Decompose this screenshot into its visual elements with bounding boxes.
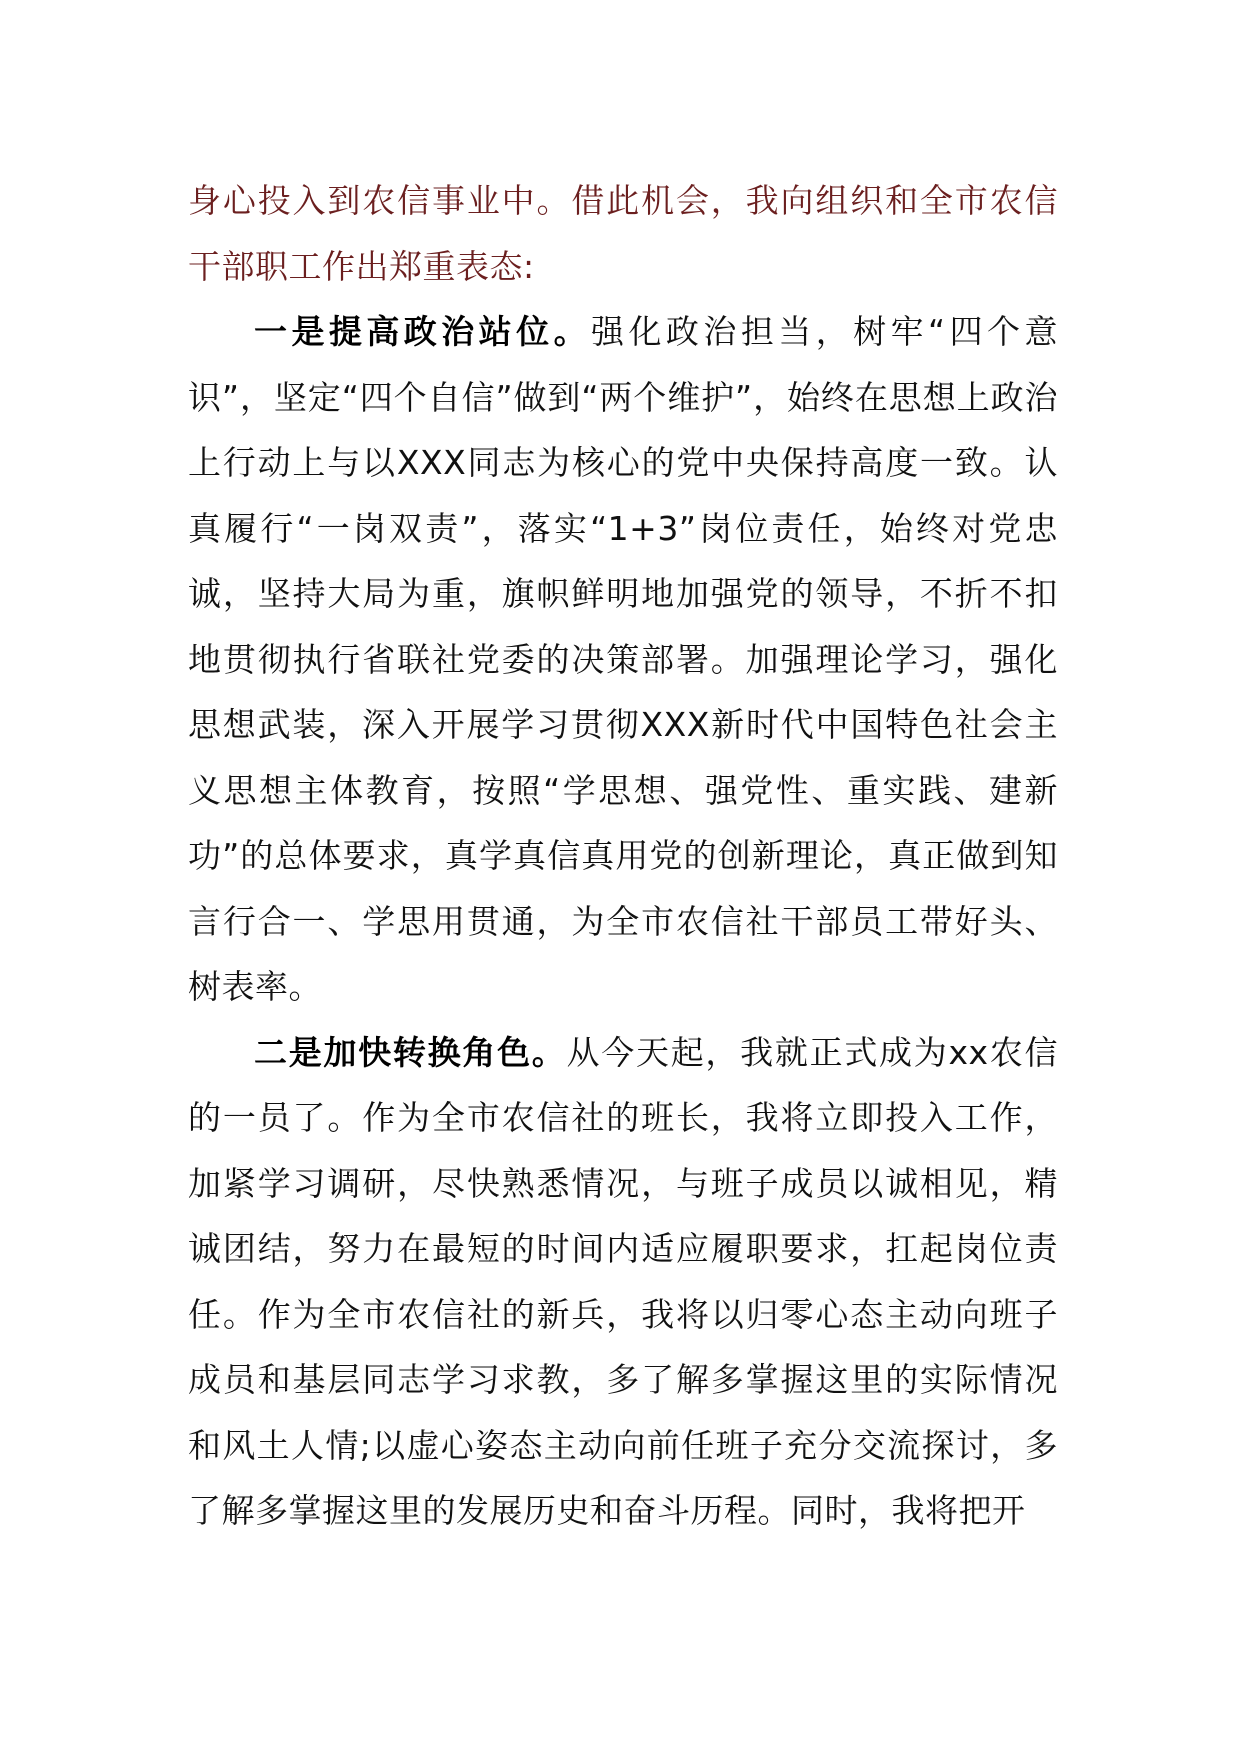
paragraph-role-change (188, 1020, 1058, 1544)
paragraph-lead: 一是提高政治站位。 (254, 312, 592, 351)
paragraph-text: 从今天起，我就正式成为xx农信的一员了。作为全市农信社的班长，我将立即投入工作，加紧学习调研，尽快熟悉情况，与班子成员以诚相见，精诚团结，努力在最短的时间内适应履职要求，扛起岗位责任。作为全市农信社的新兵，我将以归零心态主动向班子成员和基层同志学习求教，多了解多掌握这里的实际情况和风土人情;以虚心姿态主动向前任班子充分交流探讨，多了解多掌握这里的发展历史和奋斗历程。同时，我将把开 (188, 1032, 1059, 1530)
document-body (188, 168, 1058, 1544)
paragraph-text: 强化政治担当，树牢“四个意识”，坚定“四个自信”做到“两个维护”，始终在思想上政治上行动上与以XXX同志为核心的党中央保持高度一致。认真履行“一岗双责”，落实“1+3”岗位责任，始终对党忠诚，坚持大局为重，旗帜鲜明地加强党的领导，不折不扣地贯彻执行省联社党委的决策部署。加强理论学习，强化思想武装，深入开展学习贯彻XXX新时代中国特色社会主义思想主体教育，按照“学思想、强党性、重实践、建新功”的总体要求，真学真信真用党的创新理论，真正做到知言行合一、学思用贯通，为全市农信社干部员工带好头、树表率。 (188, 312, 1058, 1006)
intro-paragraph: 身心投入到农信事业中。借此机会，我向组织和全市农信干部职工作出郑重表态: (188, 181, 1058, 286)
paragraph-political-stance (188, 299, 1058, 1020)
paragraph-lead: 二是加快转换角色。 (254, 1032, 567, 1072)
